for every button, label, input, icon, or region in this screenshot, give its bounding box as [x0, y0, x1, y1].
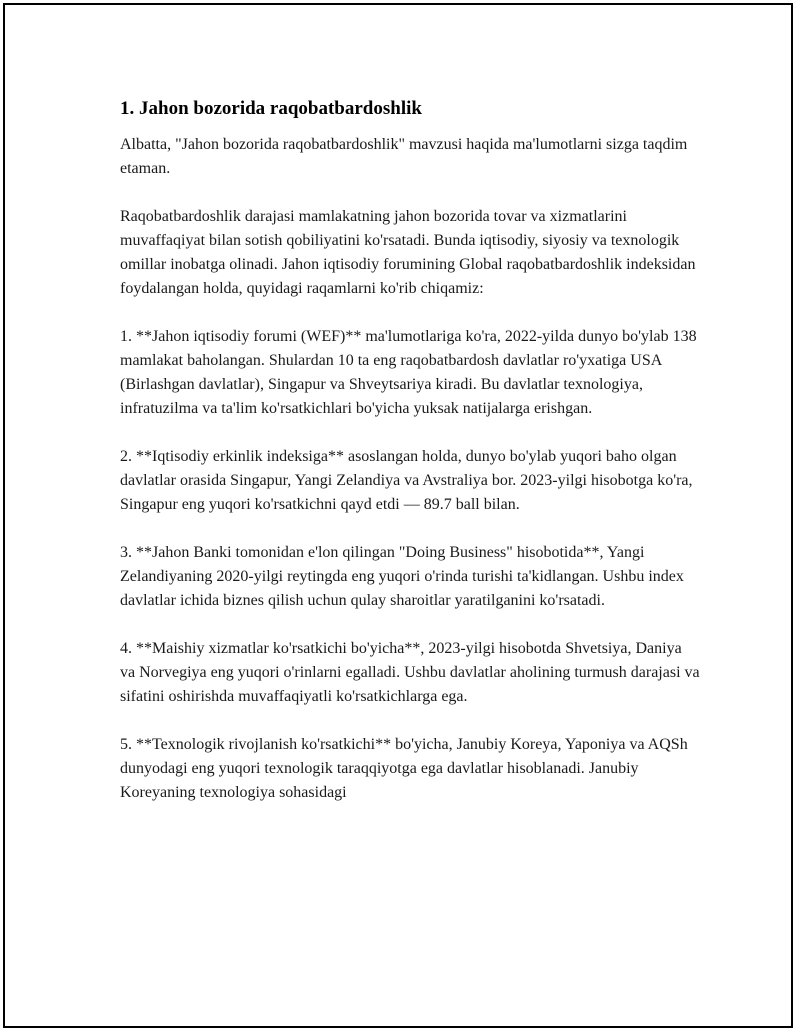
paragraph-item-5: 5. **Texnologik rivojlanish ko'rsatkichi** bo'yicha, Janubiy Koreya, Yaponiya va AQSh dunyodagi eng yuqori texnologik taraqqiyotga ega davlatlar hisoblanadi. Janubiy Koreyaning texnologiya sohasidagi [120, 736, 688, 801]
document-body [120, 97, 700, 829]
paragraph-intro: Albatta, "Jahon bozorida raqobatbardoshlik" mavzusi haqida ma'lumotlarni sizga taqdim etaman. [120, 136, 688, 177]
paragraph-item-3: 3. **Jahon Banki tomonidan e'lon qilingan "Doing Business" hisobotida**, Yangi Zelandiyaning 2020-yilgi reytingda eng yuqori o'rinda turishi ta'kidlangan. Ushbu index davlatlar ichida biznes qilish uchun qulay sharoitlar yaratilganini ko'rsatadi. [120, 544, 684, 609]
paragraph-item-1: 1. **Jahon iqtisodiy forumi (WEF)** ma'lumotlariga ko'ra, 2022-yilda dunyo bo'ylab 138 mamlakat baholangan. Shulardan 10 ta eng raqobatbardosh davlatlar ro'yxatiga USA (Birlashgan davlatlar), Singapur va Shveytsariya kiradi. Bu davlatlar texnologiya, infratuzilma va ta'lim ko'rsatkichlari bo'yicha yuksak natijalarga erishgan. [120, 328, 697, 417]
paragraph-definition: Raqobatbardoshlik darajasi mamlakatning jahon bozorida tovar va xizmatlarini muvaffaqiyat bilan sotish qobiliyatini ko'rsatadi. Bunda iqtisodiy, siyosiy va texnologik omillar inobatga olinadi. Jahon iqtisodiy forumining Global raqobatbardoshlik indeksidan foydalangan holda, quyidagi raqamlarni ko'rib chiqamiz: [120, 208, 696, 297]
paragraph-item-2: 2. **Iqtisodiy erkinlik indeksiga** asoslangan holda, dunyo bo'ylab yuqori baho olgan davlatlar orasida Singapur, Yangi Zelandiya va Avstraliya bor. 2023-yilgi hisobotga ko'ra, Singapur eng yuqori ko'rsatkichni qayd etdi — 89.7 ball bilan. [120, 448, 693, 513]
document-title: 1. Jahon bozorida raqobatbardoshlik [120, 98, 422, 119]
paragraph-item-4: 4. **Maishiy xizmatlar ko'rsatkichi bo'yicha**, 2023-yilgi hisobotda Shvetsiya, Daniya va Norvegiya eng yuqori o'rinlarni egalladi. Ushbu davlatlar aholining turmush darajasi va sifatini oshirishda muvaffaqiyatli ko'rsatkichlarga ega. [120, 640, 700, 705]
page-frame [3, 3, 793, 1028]
